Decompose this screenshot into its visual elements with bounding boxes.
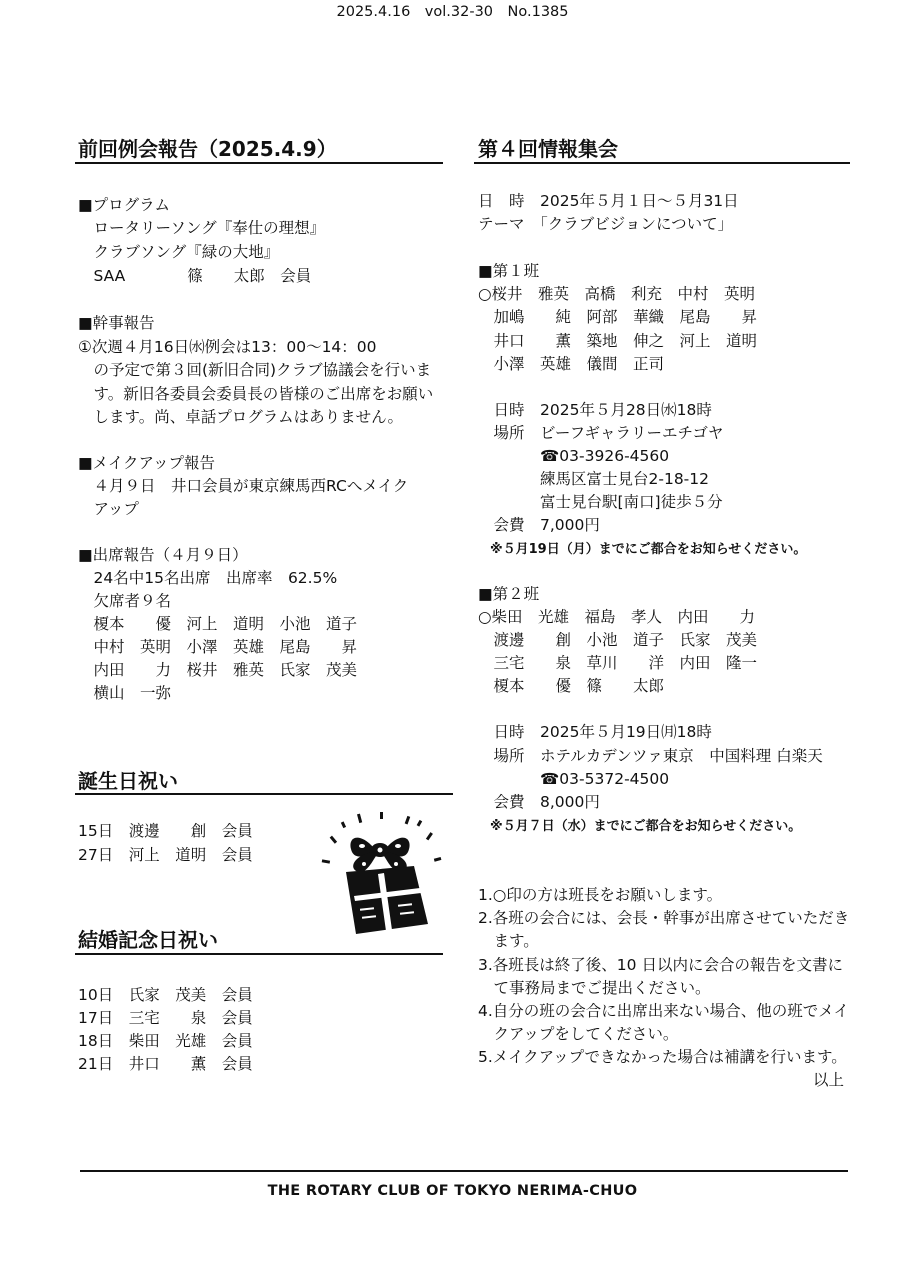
group1-detail: 会費 7,000円	[478, 516, 600, 534]
attendance-line: 榎本 優 河上 道明 小池 道子	[78, 615, 358, 633]
program-line: ロータリーソング『奉仕の理想』	[78, 219, 326, 237]
wedding-item: 18日 柴田 光雄 会員	[78, 1032, 253, 1050]
note-line: 1.○印の方は班長をお願いします。	[478, 886, 723, 904]
note-line: て事務局までご提出ください。	[478, 979, 711, 997]
wedding-item: 21日 井口 薫 会員	[78, 1055, 253, 1073]
group2-line: ○柴田 光雄 福島 孝人 内田 力	[478, 608, 756, 626]
closing-mark: 以上	[812, 1071, 844, 1089]
group2-line: ■第２班	[478, 585, 540, 603]
group2-detail: 日時 2025年５月19日㈪18時	[478, 723, 712, 741]
gift-box-icon	[318, 812, 442, 936]
makeup-line: アップ	[78, 500, 139, 518]
report-title: 前回例会報告（2025.4.9）	[78, 137, 337, 161]
note-line: 5.メイクアップできなかった場合は補講を行います。	[478, 1048, 847, 1066]
attendance-line: 24名中15名出席 出席率 62.5%	[78, 569, 338, 587]
group1-line: ■第１班	[478, 262, 540, 280]
group1-detail: ☎03-3926-4560	[478, 447, 670, 465]
group1-line: 井口 薫 築地 伸之 河上 道明	[478, 332, 758, 350]
secretary-line: します。尚、卓話プログラムはありません。	[78, 408, 404, 426]
wedding-item: 17日 三宅 泉 会員	[78, 1009, 253, 1027]
makeup-line: ４月９日 井口会員が東京練馬西RCへメイク	[78, 477, 409, 495]
wedding-title-rule	[75, 953, 443, 955]
group1-detail: 日時 2025年５月28日㈬18時	[478, 401, 712, 419]
report-title-rule	[75, 162, 443, 164]
birthday-item: 15日 渡邊 創 会員	[78, 822, 253, 840]
intro-line: 日 時 2025年５月１日～５月31日	[478, 192, 739, 210]
note-line: 2.各班の会合には、会長・幹事が出席させていただき	[478, 909, 850, 927]
attendance-line: 中村 英明 小澤 英雄 尾島 昇	[78, 638, 358, 656]
program-line: SAA 篠 太郎 会員	[78, 267, 312, 285]
group2-line: 榎本 優 篠 太郎	[478, 677, 665, 695]
issue-header: 2025.4.16 vol.32-30 No.1385	[336, 4, 569, 20]
note-line: 4.自分の班の会合に出席出来ない場合、他の班でメイ	[478, 1002, 849, 1020]
attendance-line: 横山 一弥	[78, 684, 172, 702]
group2-detail: 会費 8,000円	[478, 793, 600, 811]
attendance-line: ■出席報告（４月９日）	[78, 546, 248, 564]
group1-detail: 練馬区富士見台2-18-12	[478, 470, 709, 488]
info-meeting-title-rule	[474, 162, 850, 164]
group1-detail: 場所 ビーフギャラリーエチゴヤ	[478, 424, 724, 442]
secretary-line: す。新旧各委員会委員長の皆様のご出席をお願い	[78, 385, 434, 403]
info-meeting-title: 第４回情報集会	[478, 137, 618, 161]
note-line: クアップをしてください。	[478, 1025, 679, 1043]
club-name-footer: THE ROTARY CLUB OF TOKYO NERIMA-CHUO	[267, 1183, 638, 1199]
intro-line: テーマ 「クラブビジョンについて」	[478, 215, 734, 233]
group1-detail: 富士見台駅[南口]徒歩５分	[478, 493, 723, 511]
group2-line: 三宅 泉 草川 洋 内田 隆一	[478, 654, 758, 672]
group2-detail: 場所 ホテルカデンツァ東京 中国料理 白楽天	[478, 747, 823, 765]
footer-rule	[80, 1170, 848, 1172]
program-line: ■プログラム	[78, 196, 170, 214]
attendance-line: 欠席者９名	[78, 592, 172, 610]
note-line: ます。	[478, 932, 539, 950]
group2-rsvp-note: ※５月７日（水）までにご都合をお知らせください。	[490, 819, 802, 834]
attendance-line: 内田 力 桜井 雅英 氏家 茂美	[78, 661, 358, 679]
program-line: クラブソング『緑の大地』	[78, 243, 280, 261]
group2-detail: ☎03-5372-4500	[478, 770, 670, 788]
birthday-item: 27日 河上 道明 会員	[78, 846, 253, 864]
wedding-title: 結婚記念日祝い	[78, 928, 218, 952]
birthday-title-rule	[75, 793, 453, 795]
secretary-line: の予定で第３回(新旧合同)クラブ協議会を行いま	[78, 361, 432, 379]
group1-line: 小澤 英雄 儀間 正司	[478, 355, 665, 373]
makeup-line: ■メイクアップ報告	[78, 454, 215, 472]
birthday-title: 誕生日祝い	[78, 769, 178, 793]
secretary-line: ①次週４月16日㈬例会は13：00～14：00	[78, 338, 377, 356]
note-line: 3.各班長は終了後、10 日以内に会合の報告を文書に	[478, 956, 843, 974]
group1-line: ○桜井 雅英 高橋 利充 中村 英明	[478, 285, 756, 303]
group2-line: 渡邊 創 小池 道子 氏家 茂美	[478, 631, 758, 649]
group1-line: 加嶋 純 阿部 華織 尾島 昇	[478, 308, 758, 326]
wedding-item: 10日 氏家 茂美 会員	[78, 986, 253, 1004]
group1-rsvp-note: ※５月19日（月）までにご都合をお知らせください。	[490, 542, 807, 557]
secretary-line: ■幹事報告	[78, 314, 155, 332]
